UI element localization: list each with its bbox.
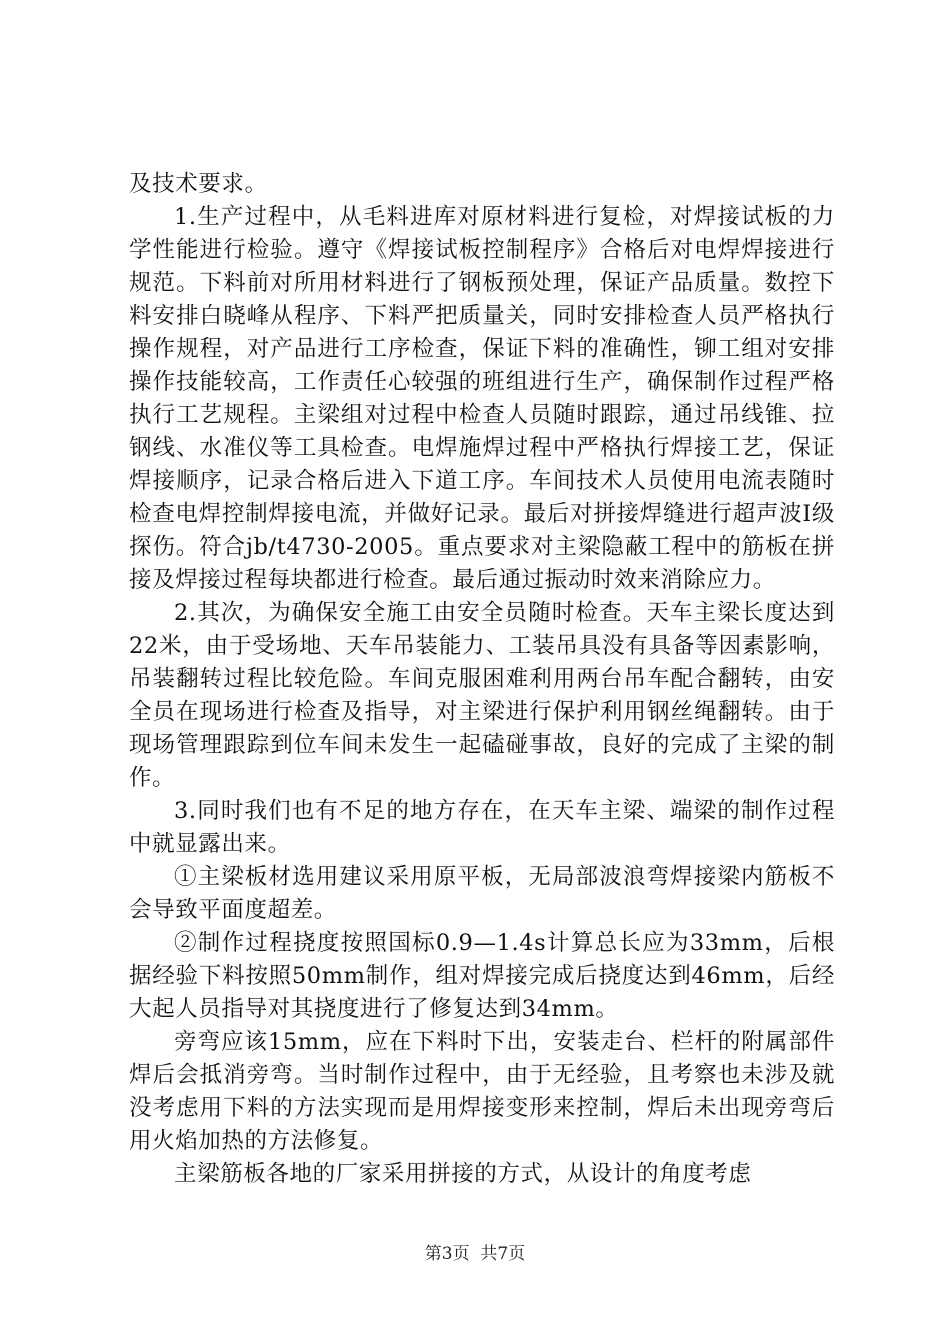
page-number: 第3页	[424, 1244, 470, 1264]
paragraph-7: 主梁筋板各地的厂家采用拼接的方式，从设计的角度考虑	[174, 1161, 752, 1187]
paragraph-6: 旁弯应该15mm，应在下料时下出，安装走台、栏杆的附属部件焊后会抵消旁弯。当时制作过程中，由于无经验，且考察也未涉及就没考虑用下料的方法实现而是用焊接变形来控制，焊后未出现旁弯后用火焰加热的方法修复。	[129, 1029, 835, 1154]
paragraph-2: 2.其次，为确保安全施工由安全员随时检查。天车主梁长度达到22米，由于受场地、天车吊装能力、工装吊具没有具备等因素影响，吊装翻转过程比较危险。车间克服困难利用两台吊车配合翻转，由安全员在现场进行检查及指导，对主梁进行保护利用钢丝绳翻转。由于现场管理跟踪到位车间未发生一起磕碰事故，良好的完成了主梁的制作。	[129, 600, 835, 791]
paragraph-5: ②制作过程挠度按照国标0.9—1.4s计算总长应为33mm，后根据经验下料按照50mm制作，组对焊接完成后挠度达到46mm，后经大起人员指导对其挠度进行了修复达到34mm。	[129, 930, 835, 1022]
page-total: 共7页	[480, 1244, 526, 1264]
page-footer	[0, 1243, 950, 1265]
paragraph-0: 及技术要求。	[129, 171, 268, 197]
paragraph-3: 3.同时我们也有不足的地方存在，在天车主梁、端梁的制作过程中就显露出来。	[129, 798, 835, 857]
paragraph-1: 1.生产过程中，从毛料进库对原材料进行复检，对焊接试板的力学性能进行检验。遵守《焊接试板控制程序》合格后对电焊焊接进行规范。下料前对所用材料进行了钢板预处理，保证产品质量。数控下料安排白晓峰从程序、下料严把质量关，同时安排检查人员严格执行操作规程，对产品进行工序检查，保证下料的准确性，铆工组对安排操作技能较高，工作责任心较强的班组进行生产，确保制作过程严格执行工艺规程。主梁组对过程中检查人员随时跟踪，通过吊线锥、拉钢线、水准仪等工具检查。电焊施焊过程中严格执行焊接工艺，保证焊接顺序，记录合格后进入下道工序。车间技术人员使用电流表随时检查电焊控制焊接电流，并做好记录。最后对拼接焊缝进行超声波Ⅰ级探伤。符合jb/t4730-2005。重点要求对主梁隐蔽工程中的筋板在拼接及焊接过程每块都进行检查。最后通过振动时效来消除应力。	[129, 204, 835, 593]
paragraph-4: ①主梁板材选用建议采用原平板，无局部波浪弯焊接梁内筋板不会导致平面度超差。	[129, 864, 835, 923]
document-body	[129, 168, 835, 1191]
